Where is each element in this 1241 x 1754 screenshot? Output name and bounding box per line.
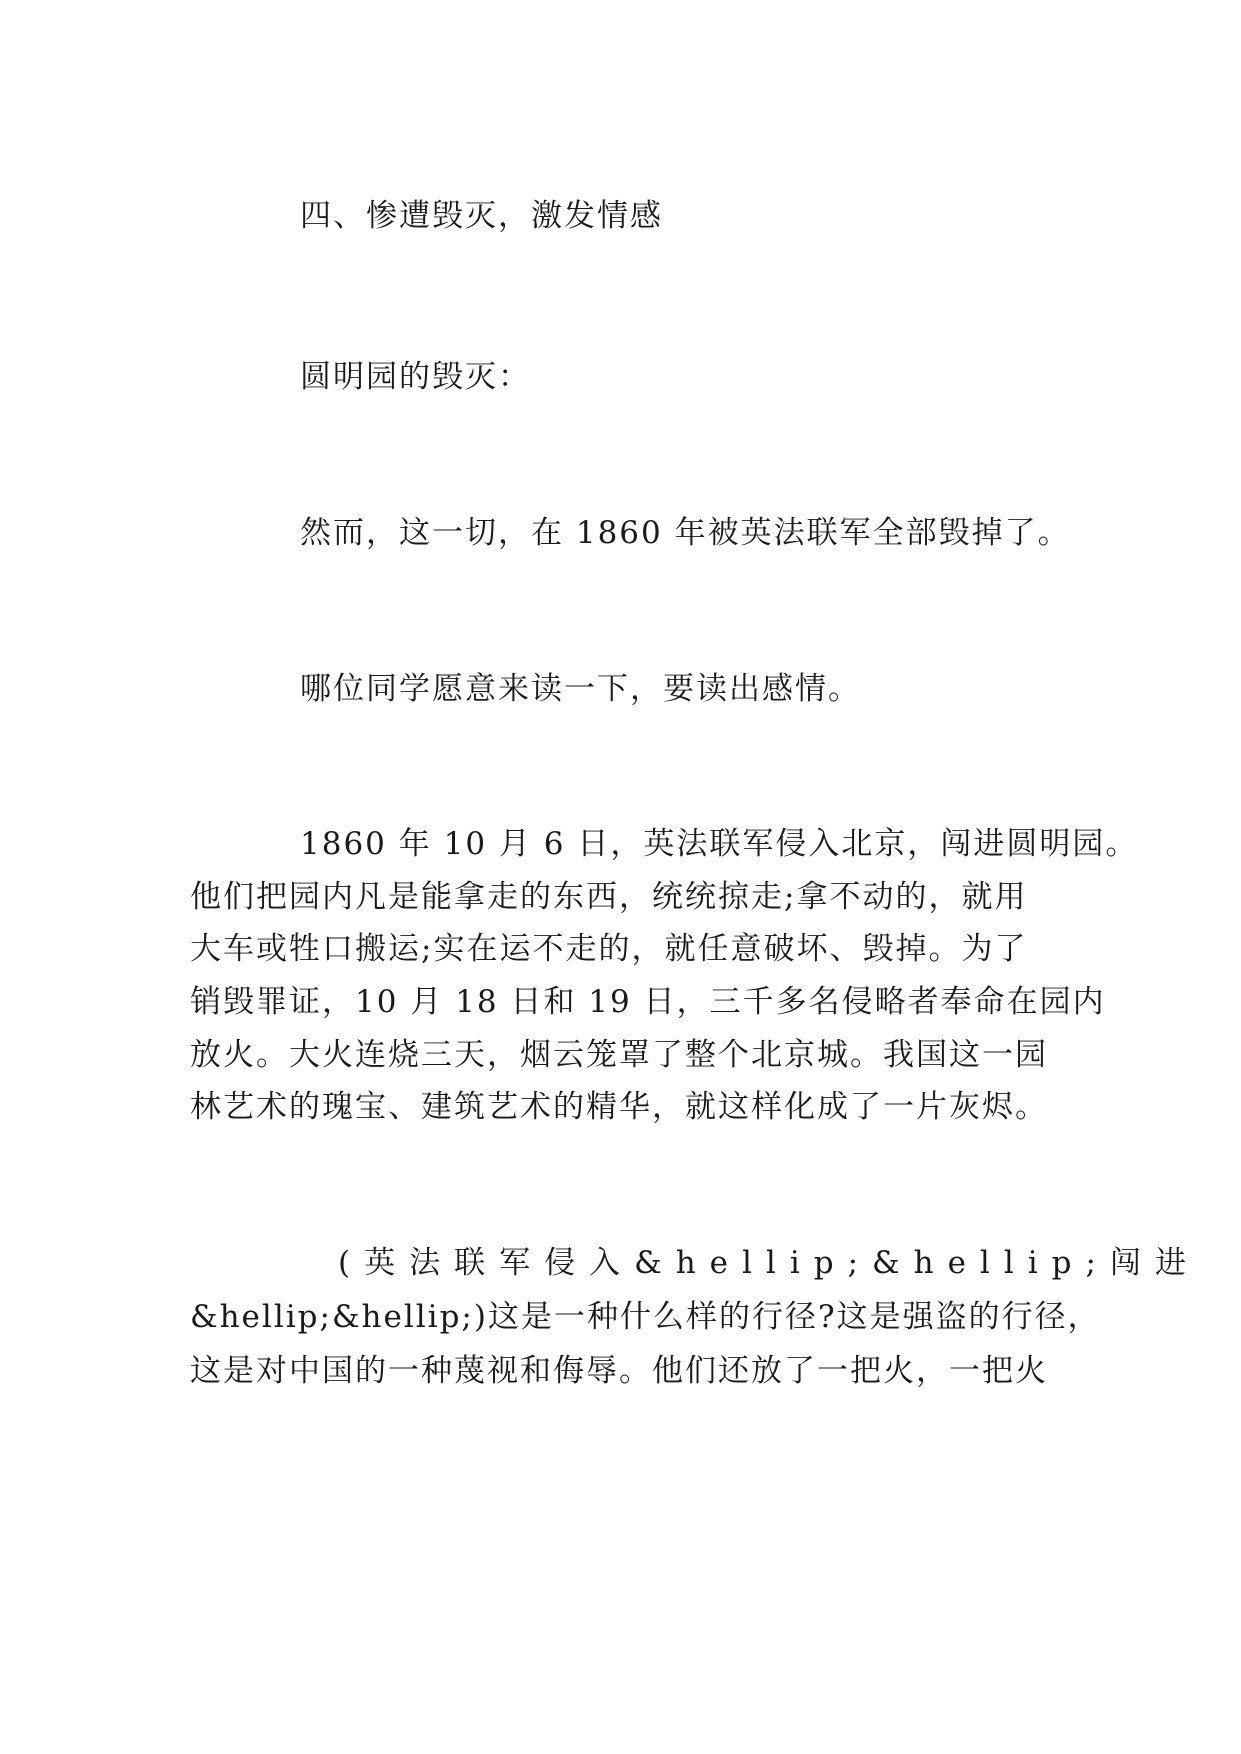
paragraph-4-line-2: &hellip;&hellip;)这是一种什么样的行径?这是强盗的行径，	[190, 1299, 1101, 1335]
paragraph-2: 哪位同学愿意来读一下，要读出感情。	[300, 671, 861, 707]
paragraph-3-line-5: 放火。大火连烧三天，烟云笼罩了整个北京城。我国这一园	[190, 1037, 1048, 1073]
paragraph-4-line-1-left: (英法联军侵入&hellip;&hellip;闯	[338, 1245, 1155, 1281]
paragraph-3-line-4: 销毁罪证，10 月 18 日和 19 日，三千多名侵略者奉命在园内	[190, 984, 1106, 1020]
paragraph-3-line-6: 林艺术的瑰宝、建筑艺术的精华，就这样化成了一片灰烬。	[190, 1089, 1048, 1125]
paragraph-3-line-3: 大车或牲口搬运;实在运不走的，就任意破坏、毁掉。为了	[190, 931, 1028, 967]
subheading: 圆明园的毁灭：	[300, 359, 531, 395]
paragraph-1: 然而，这一切，在 1860 年被英法联军全部毁掉了。	[300, 515, 1071, 551]
section-heading: 四、惨遭毁灭，激发情感	[300, 198, 663, 234]
paragraph-3-line-1: 1860 年 10 月 6 日，英法联军侵入北京，闯进圆明园。	[300, 826, 1139, 862]
paragraph-4-line-1	[338, 1243, 1188, 1283]
paragraph-3-line-2: 他们把园内凡是能拿走的东西，统统掠走;拿不动的，就用	[190, 879, 1028, 915]
paragraph-4-line-1-right: 进	[1154, 1245, 1188, 1281]
paragraph-4-line-3: 这是对中国的一种蔑视和侮辱。他们还放了一把火，一把火	[190, 1353, 1048, 1389]
